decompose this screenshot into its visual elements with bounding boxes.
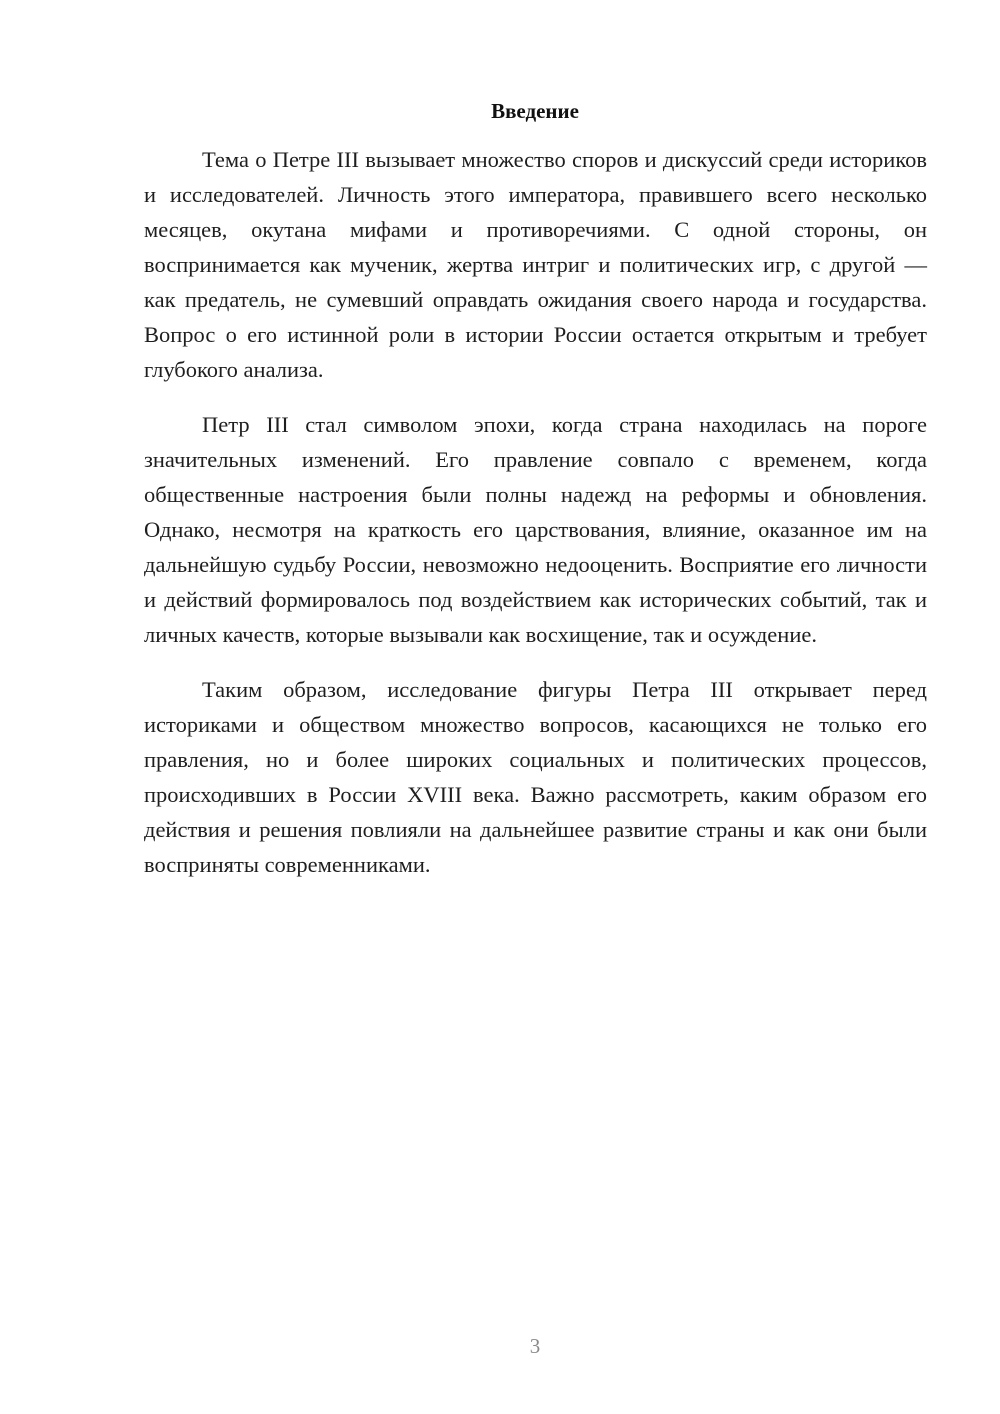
body-text: [144, 142, 927, 882]
paragraph-1: Тема о Петре III вызывает множество споров и дискуссий среди историков и исследователей. Личность этого императора, правившего всего несколько месяцев, окутана мифами и противоречиями. С одной стороны, он воспринимается как мученик, жертва интриг и политических игр, с другой — как предатель, не сумевший оправдать ожидания своего народа и государства. Вопрос о его истинной роли в истории России остается открытым и требует глубокого анализа.: [144, 147, 927, 382]
section-heading: Введение: [491, 99, 579, 123]
paragraph-3: Таким образом, исследование фигуры Петра III открывает перед историками и обществом множество вопросов, касающихся не только его правления, но и более широких социальных и политических процессов, происходивших в России XVIII века. Важно рассмотреть, каким образом его действия и решения повлияли на дальнейшее развитие страны и как они были восприняты современниками.: [144, 677, 927, 877]
page-number: 3: [529, 1334, 541, 1358]
paragraph-2: Петр III стал символом эпохи, когда страна находилась на пороге значительных изменений. Его правление совпало с временем, когда общественные настроения были полны надежд на реформы и обновления. Однако, несмотря на краткость его царствования, влияние, оказанное им на дальнейшую судьбу России, невозможно недооценить. Восприятие его личности и действий формировалось под воздействием как исторических событий, так и личных качеств, которые вызывали как восхищение, так и осуждение.: [144, 412, 927, 647]
